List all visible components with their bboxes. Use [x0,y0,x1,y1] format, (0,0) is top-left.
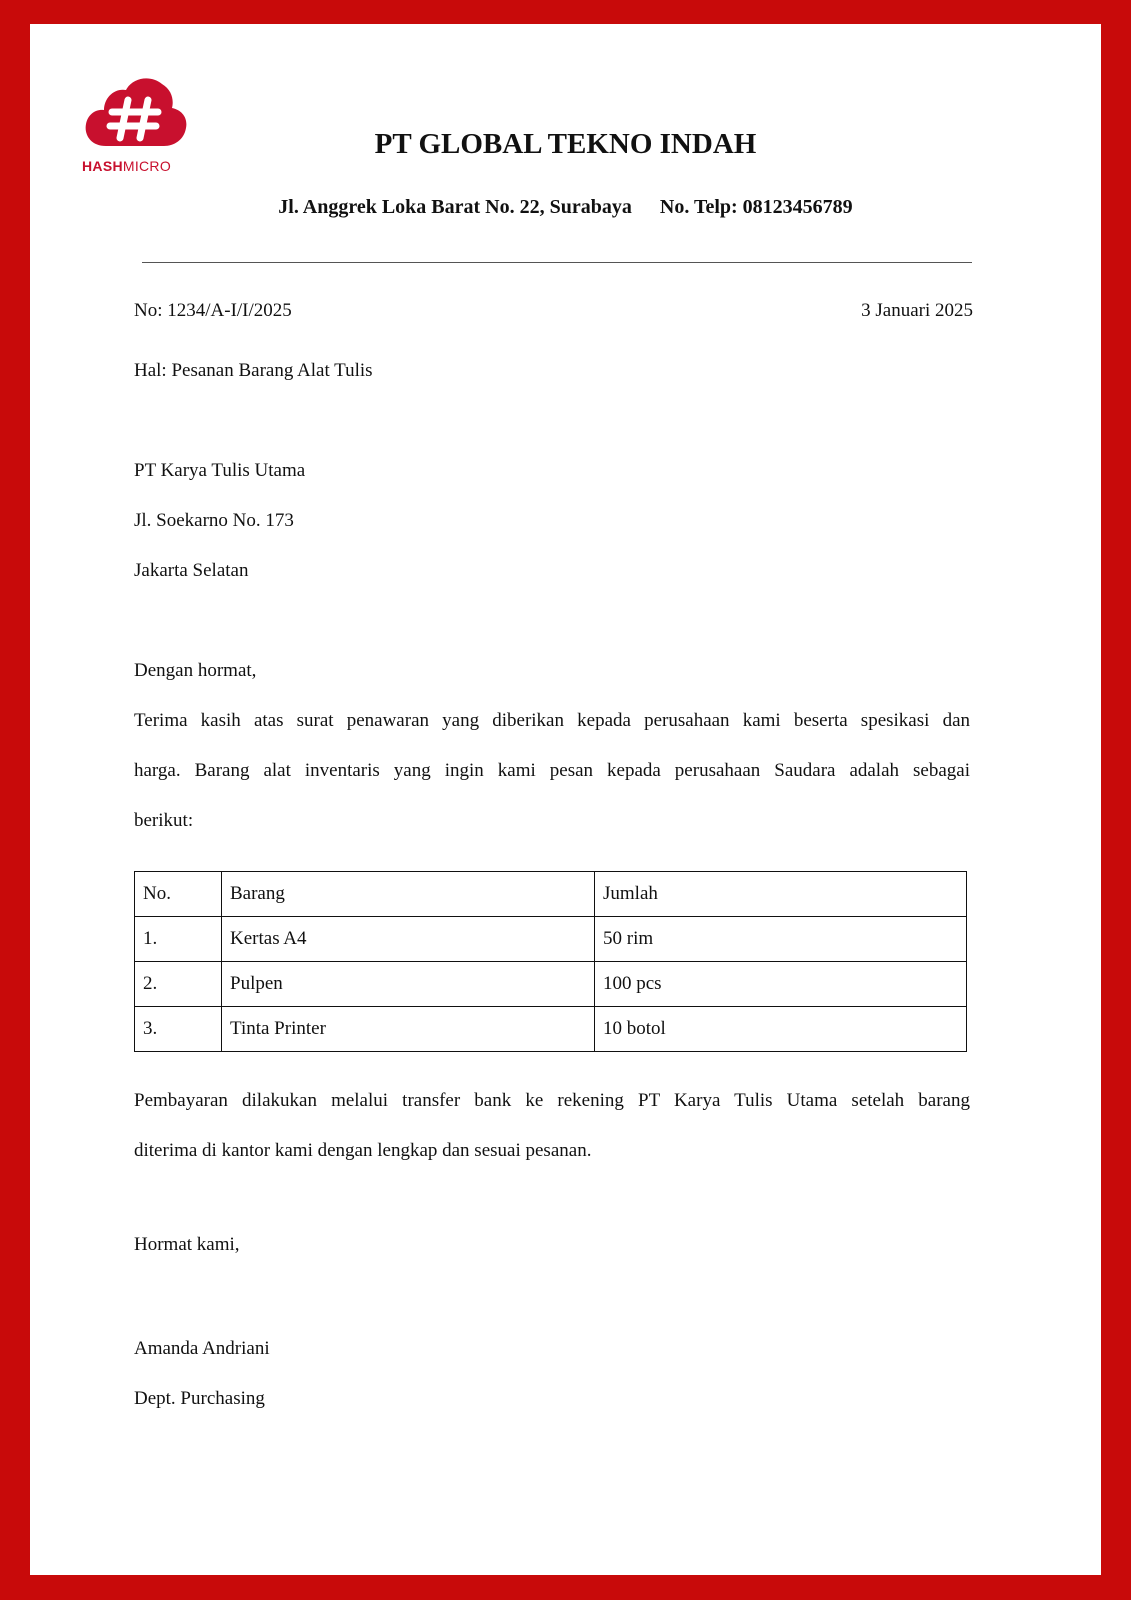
recipient-city: Jakarta Selatan [134,560,249,581]
intro-line-1: Terima kasih atas surat penawaran yang diberikan kepada perusahaan kami beserta spesikasi dan [134,710,970,731]
cell-item: Kertas A4 [222,917,595,962]
company-name: PT GLOBAL TEKNO INDAH [374,128,757,160]
company-phone: No. Telp: 08123456789 [659,196,853,218]
signer-name: Amanda Andriani [134,1338,270,1359]
cell-no: 2. [135,962,222,1007]
cell-no: 3. [135,1007,222,1052]
order-items-table [134,871,967,1052]
logo-wordmark-bold: HASH [82,158,123,174]
table-header-row [135,872,967,917]
payment-line-2: diterima di kantor kami dengan lengkap dan sesuai pesanan. [134,1140,592,1161]
company-address: Jl. Anggrek Loka Barat No. 22, Surabaya [278,196,632,218]
cell-item: Pulpen [222,962,595,1007]
letterhead-divider [142,262,972,263]
cell-qty: 50 rim [595,917,967,962]
table-row [135,1007,967,1052]
signer-department: Dept. Purchasing [134,1388,265,1409]
intro-line-3: berikut: [134,810,194,831]
header-qty: Jumlah [595,872,967,917]
payment-line-1: Pembayaran dilakukan melalui transfer bank ke rekening PT Karya Tulis Utama setelah barang [134,1090,970,1111]
header-item: Barang [222,872,595,917]
cell-item: Tinta Printer [222,1007,595,1052]
letter-date: 3 Januari 2025 [861,300,973,321]
company-contact [30,196,1101,219]
cell-qty: 10 botol [595,1007,967,1052]
recipient-street: Jl. Soekarno No. 173 [134,510,294,531]
table-row [135,962,967,1007]
letter-number: No: 1234/A-I/I/2025 [134,300,292,321]
cell-no: 1. [135,917,222,962]
table-row [135,917,967,962]
header-no: No. [135,872,222,917]
logo-wordmark-light: MICRO [122,158,172,174]
recipient-name: PT Karya Tulis Utama [134,460,306,481]
cell-qty: 100 pcs [595,962,967,1007]
intro-line-2: harga. Barang alat inventaris yang ingin kami pesan kepada perusahaan Saudara adalah sebagai [134,760,970,781]
letter-page [30,24,1101,1575]
closing-salutation: Hormat kami, [134,1234,240,1255]
greeting: Dengan hormat, [134,660,257,681]
letter-subject: Hal: Pesanan Barang Alat Tulis [134,360,373,381]
